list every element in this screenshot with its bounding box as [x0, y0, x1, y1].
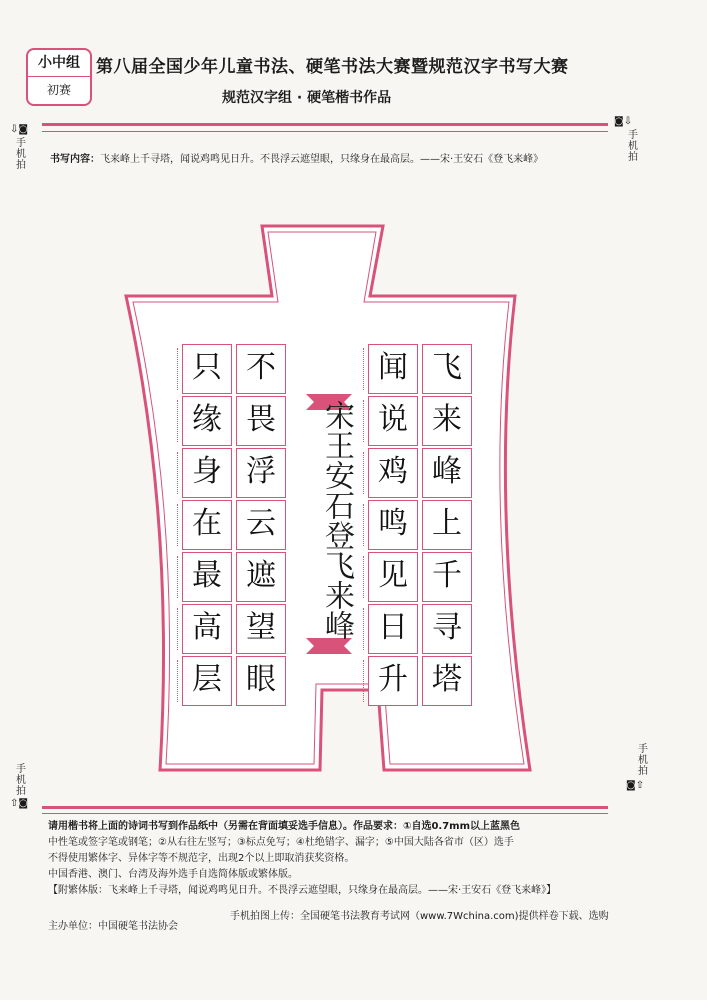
side-label-top-left: 手机拍: [16, 138, 26, 171]
upload-info: 手机拍图上传：全国硬笔书法教育考试网（www.7Wchina.com)提供样卷下载、选购: [230, 911, 609, 922]
poem-character-cell: 在: [182, 500, 232, 550]
bottom-divider-thin: [42, 813, 608, 814]
poem-character-cell: 来: [422, 396, 472, 446]
organizer: 主办单位：中国硬笔书法协会: [48, 921, 178, 932]
poem-character-cell: 升: [368, 656, 418, 706]
instructions-line-1: 请用楷书将上面的诗词书写到作品纸中（另需在背面填妥选手信息）。作品要求：①自选0.7mm以上蓝黑色: [48, 821, 521, 832]
poem-character-cell: 飞: [422, 344, 472, 394]
poem-character-cell: 见: [368, 552, 418, 602]
poem-character-cell: 塔: [422, 656, 472, 706]
page-subtitle: 规范汉字组 · 硬笔楷书作品: [222, 90, 392, 106]
writing-content-text: 飞来峰上千寻塔，闻说鸡鸣见日升。不畏浮云遮望眼，只缘身在最高层。——宋·王安石《登飞来峰》: [100, 154, 544, 165]
poem-character-cell: 眼: [236, 656, 286, 706]
poem-character-cell: 畏: [236, 396, 286, 446]
badge-group-label: 小中组: [28, 50, 90, 77]
poem-character-cell: 云: [236, 500, 286, 550]
page-title: 第八届全国少年儿童书法、硬笔书法大赛暨规范汉字书写大赛: [96, 57, 569, 77]
poem-character-cell: 不: [236, 344, 286, 394]
poem-character-cell: 鸡: [368, 448, 418, 498]
poem-character-cell: 身: [182, 448, 232, 498]
poem-character-cell: 寻: [422, 604, 472, 654]
signature-text: 宋王安石登飞来峰: [319, 400, 354, 640]
camera-icon: ⇩◙: [10, 124, 29, 135]
poem-character-cell: 千: [422, 552, 472, 602]
poem-character-cell: 遮: [236, 552, 286, 602]
poem-character-cell: 日: [368, 604, 418, 654]
poem-character-cell: 浮: [236, 448, 286, 498]
instructions-line-5: 【附繁体版：飞来峰上千寻塔，闻说鸡鸣见日升。不畏浮云遮望眼，只缘身在最高层。——宋·王安石《登飞来峰》】: [48, 885, 557, 896]
poem-character-cell: 鸣: [368, 500, 418, 550]
side-label-top-right: 手机拍: [628, 130, 638, 163]
bottom-divider: [42, 806, 608, 809]
poem-character-cell: 最: [182, 552, 232, 602]
camera-icon: ◙⇧: [626, 780, 645, 791]
camera-icon: ⇧◙: [10, 798, 29, 809]
poem-character-cell: 缘: [182, 396, 232, 446]
instructions-line-3: 不得使用繁体字、异体字等不规范字，出现2个以上即取消获奖资格。: [48, 853, 355, 864]
poem-character-cell: 高: [182, 604, 232, 654]
poem-character-cell: 层: [182, 656, 232, 706]
side-label-bottom-right: 手机拍: [638, 744, 648, 777]
poem-character-cell: 只: [182, 344, 232, 394]
poem-character-cell: 说: [368, 396, 418, 446]
writing-content-label: 书写内容：: [50, 154, 100, 165]
instructions-line-2: 中性笔或签字笔或钢笔；②从右往左竖写；③标点免写；④杜绝错字、漏字；⑤中国大陆各省市（区）选手: [48, 837, 514, 848]
poem-character-cell: 峰: [422, 448, 472, 498]
poem-character-cell: 闻: [368, 344, 418, 394]
poem-character-cell: 上: [422, 500, 472, 550]
badge-round-label: 初赛: [46, 83, 71, 97]
instructions-line-4: 中国香港、澳门、台湾及海外选手自选简体版或繁体版。: [48, 869, 298, 880]
poem-character-cell: 望: [236, 604, 286, 654]
side-label-bottom-left: 手机拍: [16, 764, 26, 797]
camera-icon: ◙⇩: [614, 116, 633, 127]
